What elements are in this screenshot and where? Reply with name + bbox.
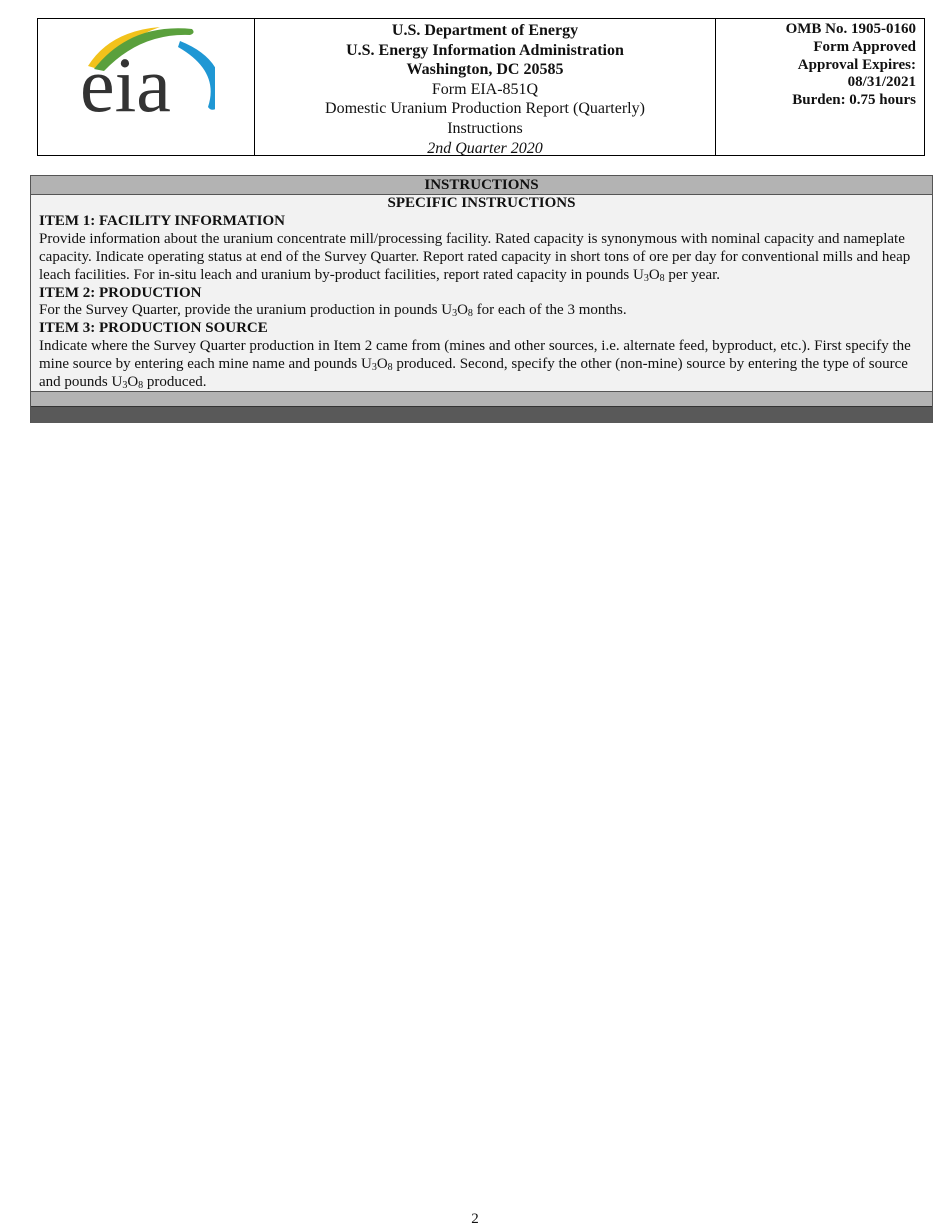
form-id: Form EIA-851Q bbox=[431, 80, 539, 98]
approval-expires-label: Approval Expires: bbox=[797, 56, 916, 73]
burden-hours: Burden: 0.75 hours bbox=[792, 92, 916, 109]
form-title: Domestic Uranium Production Report (Quarterly) bbox=[325, 100, 645, 118]
omb-number: OMB No. 1905-0160 bbox=[785, 21, 916, 37]
agency-city: Washington, DC 20585 bbox=[406, 61, 564, 79]
page-number: 2 bbox=[471, 1211, 479, 1227]
eia-logo-icon bbox=[80, 21, 215, 116]
logo-blue-arc bbox=[178, 41, 215, 110]
agency-name: U.S. Energy Information Administration bbox=[346, 41, 624, 59]
footer-bar-light bbox=[31, 391, 932, 406]
instructions-title: INSTRUCTIONS bbox=[31, 176, 932, 195]
footer-bar-dark bbox=[31, 406, 932, 423]
doc-type: Instructions bbox=[447, 119, 523, 137]
logo-cell bbox=[38, 19, 255, 155]
item2-body: For the Survey Quarter, provide the uranium production in pounds $U_3O_8$ for each of the 3 months. bbox=[39, 302, 627, 320]
department-name: U.S. Department of Energy bbox=[391, 22, 579, 39]
instructions-content bbox=[31, 195, 932, 392]
form-approved: Form Approved bbox=[813, 38, 916, 55]
form-header bbox=[37, 18, 925, 156]
item3-body: Indicate where the Survey Quarter production in Item 2 came from (mines and other sources, i.e. alternate feed, byproduct, etc.). First specify the mine source by entering each mine name and pounds $U_3O_8$ produced. Second, specify the other (non-mine) source by entering the type of source and pounds $U_3O_8$ produced. bbox=[39, 338, 911, 392]
agency-block bbox=[255, 19, 716, 155]
omb-block bbox=[716, 19, 924, 155]
item1-heading: ITEM 1: FACILITY INFORMATION bbox=[39, 212, 285, 229]
report-period: 2nd Quarter 2020 bbox=[427, 139, 543, 157]
specific-instructions-title: SPECIFIC INSTRUCTIONS bbox=[387, 195, 576, 211]
instructions-box bbox=[30, 175, 933, 423]
item1-body: Provide information about the uranium concentrate mill/processing facility. Rated capacity is synonymous with nominal capacity and nameplate capacity. Indicate operating status at end of the Survey Quarter. Report rated capacity in short tons of ore per day for conventional mills and heap leach facilities. For in-situ leach and uranium by-product facilities, report rated capacity in pounds $U_3O_8$ per year. bbox=[39, 230, 911, 284]
logo-wordmark: eia bbox=[80, 41, 171, 116]
approval-expires-date: 08/31/2021 bbox=[847, 74, 916, 91]
item3-heading: ITEM 3: PRODUCTION SOURCE bbox=[39, 320, 268, 337]
item2-heading: ITEM 2: PRODUCTION bbox=[39, 284, 202, 301]
